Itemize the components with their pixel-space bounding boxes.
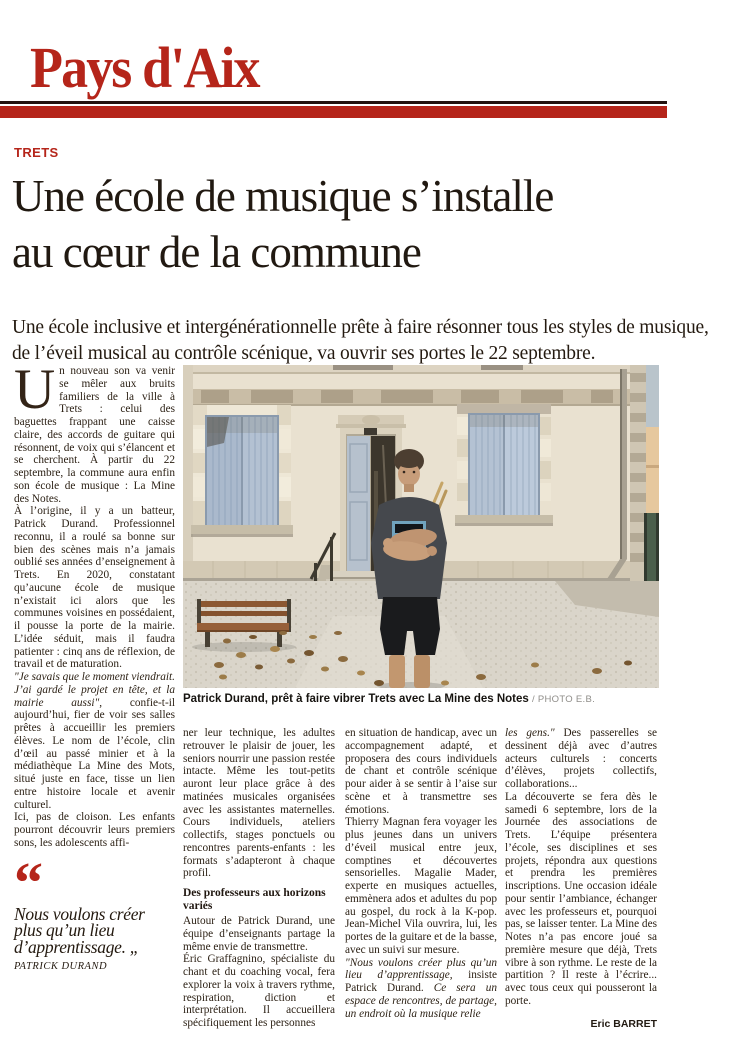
quoted-speech: Ce sera un espace de rencontres, de partage, un endroit où la musique relie xyxy=(345,982,497,1020)
article-column-3 xyxy=(345,727,497,1020)
paragraph: en situation de handicap, avec un accompagnement adapté, et proposera des cours individuels de chant et contrôle scénique pour aider à se sentir à l’aise sur scène et à transmettre ses émotions. xyxy=(345,727,497,816)
paragraph-text: n nouveau son va venir se mêler aux bruits familiers de la ville à Trets : celui des baguettes frappant une caisse claire, des accords de guitare qui résonnent, de voix qui s’élancent et se cherchent. À partir du 22 septembre, la commune aura enfin son école de musique : La Mine des Notes. xyxy=(14,365,175,505)
kicker-trets: TRETS xyxy=(14,145,59,160)
pull-quote-attribution: PATRICK DURAND xyxy=(14,961,108,972)
masthead-rule-red xyxy=(0,106,667,118)
paragraph xyxy=(345,957,497,1021)
section-masthead: Pays d'Aix xyxy=(30,35,259,100)
article-column-4 xyxy=(505,727,657,1030)
quoted-speech: "Je savais que le moment viendrait. J’ai gardé le projet en tête, et la mairie aussi" xyxy=(14,671,175,709)
standfirst: Une école inclusive et intergénérationnelle prête à faire résonner tous les styles de musique, de l’éveil musical au contrôle scénique, va ouvrir ses portes le 22 septembre. xyxy=(12,316,709,364)
paragraph: Autour de Patrick Durand, une équipe d’enseignants partage la même envie de transmettre. xyxy=(183,915,335,953)
paragraph: Thierry Magnan fera voyager les plus jeunes dans un univers d’éveil musical entre jeux, comptines et découvertes sensorielles. Magalie Mader, experte en musiques actuelles, emmènera ados et adultes du pop au gospel, du rock à la K-pop. Jean-Michel Vila ouvrira, lui, les portes de la guitare et de la basse, avec un suivi sur mesure. xyxy=(345,816,497,956)
photo-credit: / PHOTO E.B. xyxy=(531,694,596,705)
paragraph: À l’origine, il y a un batteur, Patrick Durand. Professionnel reconnu, il a roulé sa bonne sur bien des scènes mais n’a jamais oublié ses années d’enseignement à Trets. En 2020, constatant qu’aucune école de musique n’existait ici alors que les communes voisines en possédaient, il pousse la porte de la mairie. L’idée séduit, mais il faudra patienter : cinq ans de réflexion, de travail et de maturation. xyxy=(14,505,175,671)
headline-line-2: au cœur de la commune xyxy=(12,227,421,277)
paragraph xyxy=(14,358,175,505)
paragraph-text: , confie-t-il aujourd’hui, fier de voir ses salles prêtes à accueillir les premiers élèves. Le nom de l’école, clin d’œil au passé minier et à la médiathèque La Mine des Mots, situé juste en face, tisse un lien entre histoire locale et avenir culturel. xyxy=(14,696,175,811)
masthead-rule-dark xyxy=(0,101,667,104)
paragraph xyxy=(505,727,657,791)
paragraph: ner leur technique, les adultes retrouver le plaisir de jouer, les seniors nourrir une passion restée intacte. Même les tout-petits auront leur place grâce à des matinées musicales organisées avec les assistantes maternelles. Cours individuels, ateliers collectifs, stages ponctuels ou rencontres parents-enfants : les formats s’adapteront à chaque profil. xyxy=(183,727,335,880)
paragraph-text: insiste Patrick Durand. xyxy=(345,969,497,994)
photo-illustration xyxy=(183,365,659,688)
drop-cap: U xyxy=(14,358,56,421)
quoted-speech: les gens." xyxy=(505,727,555,739)
pull-quote-text: Nous voulons créer plus qu’un lieu d’apprentissage. „ xyxy=(14,903,145,957)
quote-mark-icon: “ xyxy=(14,849,43,915)
photo-caption-text: Patrick Durand, prêt à faire vibrer Trets avec La Mine des Notes xyxy=(183,693,529,705)
paragraph: Éric Graffagnino, spécialiste du chant et du coaching vocal, fera explorer la voix à travers rythme, respiration, diction et interprétation. Il accueillera spécifiquement les personnes xyxy=(183,953,335,1029)
column-subhead: Des professeurs aux horizons variés xyxy=(183,887,326,912)
paragraph: La découverte se fera dès le samedi 6 septembre, lors de la Journée des associations de Trets. L’équipe présentera l’école, ses disciplines et ses projets, répondra aux questions et prendra les premières inscriptions. Une occasion idéale pour sentir l’ambiance, échanger avec les professeurs et, pourquoi pas, se laisser tenter. La Mine des Notes n’a pas encore joué sa première mesure que déjà, Trets vibre à son rythme. Le reste de la partition ? Il reste à l’écrire... avec tous ceux qui pousseront la porte. xyxy=(505,790,657,1007)
quoted-speech: "Nous voulons créer plus qu’un lieu d’apprentissage, xyxy=(345,956,497,982)
paragraph: Ici, pas de cloison. Les enfants pourront découvrir leurs premiers sons, les adolescents affi- xyxy=(14,811,175,849)
pull-quote xyxy=(14,849,175,974)
article-photo xyxy=(183,365,659,688)
article-column-2 xyxy=(183,727,335,1030)
article-headline xyxy=(12,168,722,280)
paragraph xyxy=(14,671,175,811)
headline-line-1: Une école de musique s’installe xyxy=(12,171,554,221)
paragraph-text: Des passerelles se dessinent déjà avec d’autres acteurs culturels : concerts d’élèves, projets collectifs, collaborations... xyxy=(505,727,657,790)
author-byline: Eric BARRET xyxy=(590,1017,657,1030)
photo-caption xyxy=(183,692,661,707)
article-column-1 xyxy=(14,358,175,974)
